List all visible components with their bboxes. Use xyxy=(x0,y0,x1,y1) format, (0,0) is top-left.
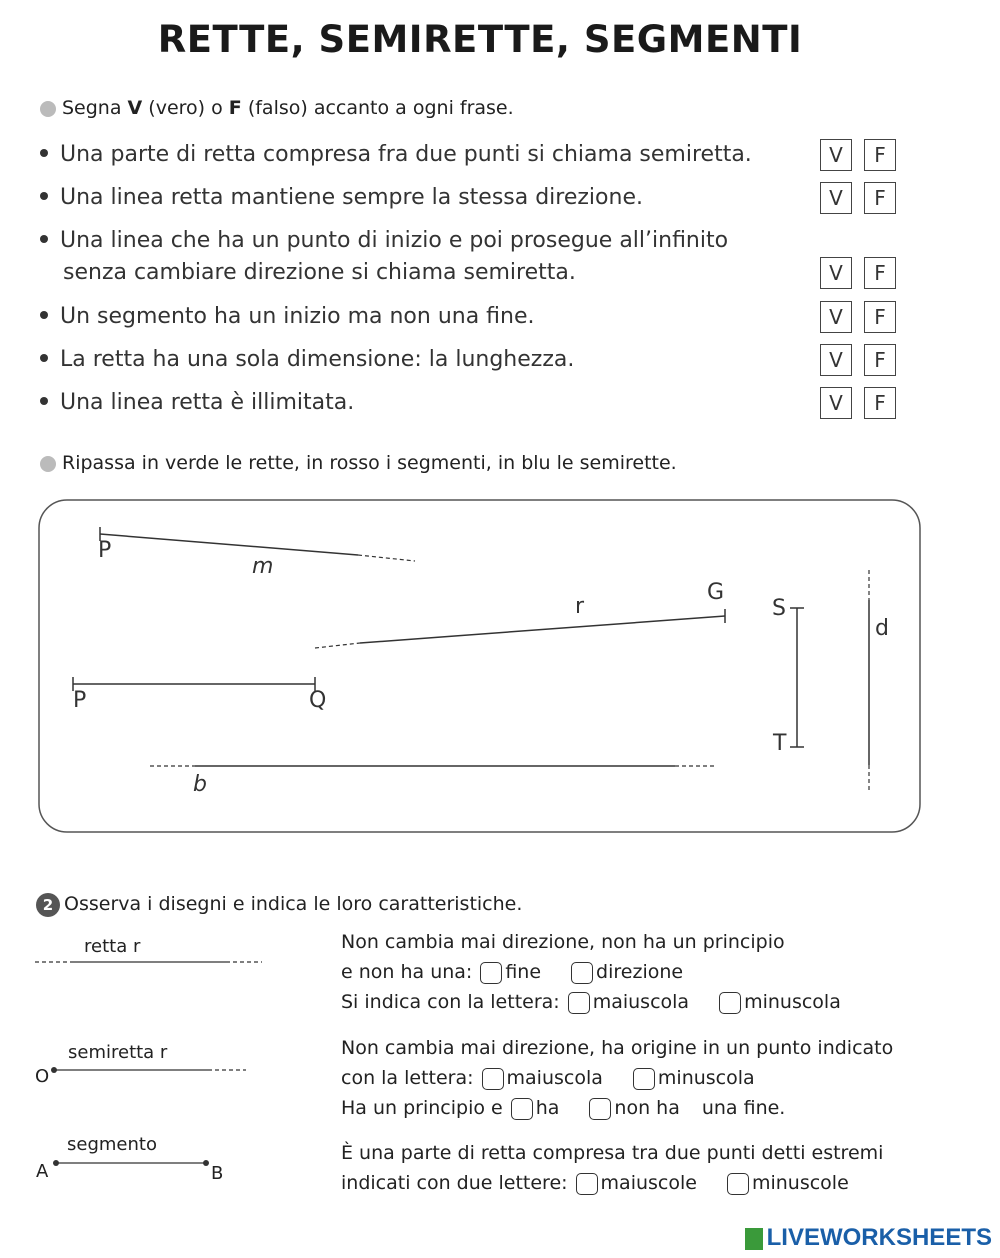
checkbox-direzione[interactable] xyxy=(571,962,593,984)
semiretta-line2-text: con la lettera: xyxy=(341,1067,474,1089)
v-box[interactable]: V xyxy=(820,301,852,333)
exercise-number-badge: 2 xyxy=(36,893,60,917)
label-b: b xyxy=(193,772,207,797)
segmento-line2 xyxy=(341,1168,883,1198)
instr-v: V xyxy=(127,97,143,119)
checkbox-fine[interactable] xyxy=(480,962,502,984)
brand-icon xyxy=(745,1228,763,1250)
retta-line2-text: e non ha una: xyxy=(341,961,473,983)
label-s: S xyxy=(772,596,786,621)
label-r: r xyxy=(575,594,585,619)
segment-label-a: A xyxy=(36,1161,49,1182)
instr-text: Segna xyxy=(62,97,128,119)
label-g: G xyxy=(707,580,725,605)
f-box[interactable]: F xyxy=(864,257,896,289)
segmento-line2-text: indicati con due lettere: xyxy=(341,1172,568,1194)
brand-logo xyxy=(745,1224,992,1252)
statement-continued: senza cambiare direzione si chiama semiretta. xyxy=(63,260,576,285)
statement-text: Una linea che ha un punto di inizio e poi prosegue all’infinito xyxy=(60,228,729,253)
statement-text: Una linea retta è illimitata. xyxy=(60,390,355,415)
segmento-line1: È una parte di retta compresa tra due punti detti estremi xyxy=(341,1142,884,1164)
semiretta-description xyxy=(341,1033,893,1123)
label-p: P xyxy=(98,538,112,563)
label-p2: P xyxy=(73,688,87,713)
semiretta-label: semiretta r xyxy=(68,1042,168,1063)
instr-text: (vero) o xyxy=(142,97,229,119)
checkbox-maiuscole[interactable] xyxy=(576,1173,598,1195)
f-box[interactable]: F xyxy=(864,387,896,419)
exercise2-instruction-text: Osserva i disegni e indica le loro caratteristiche. xyxy=(64,893,523,915)
v-box[interactable]: V xyxy=(820,257,852,289)
segment-label-b: B xyxy=(211,1163,224,1184)
segmento-description xyxy=(341,1138,883,1198)
option-maiuscole: maiuscole xyxy=(600,1172,697,1194)
retta-line2 xyxy=(341,957,841,987)
v-box[interactable]: V xyxy=(820,387,852,419)
checkbox-non-ha[interactable] xyxy=(589,1098,611,1120)
v-box[interactable]: V xyxy=(820,139,852,171)
semiretta-line2 xyxy=(341,1063,893,1093)
retta-line3 xyxy=(341,987,841,1017)
statement-text: La retta ha una sola dimensione: la lunghezza. xyxy=(60,347,575,372)
semiretta-line3-end: una fine. xyxy=(701,1097,786,1119)
option-fine: fine xyxy=(505,961,542,983)
instr-text: (falso) accanto a ogni frase. xyxy=(241,97,514,119)
exercise2-drawings xyxy=(0,0,340,1258)
semiretta-line1: Non cambia mai direzione, ha origine in un punto indicato xyxy=(341,1037,894,1059)
checkbox-minuscola[interactable] xyxy=(719,992,741,1014)
retta-line3-text: Si indica con la lettera: xyxy=(341,991,560,1013)
semiretta-m-extension xyxy=(358,555,415,561)
f-box[interactable]: F xyxy=(864,139,896,171)
option-maiuscola: maiuscola xyxy=(506,1067,603,1089)
instr-f: F xyxy=(228,97,242,119)
checkbox-ha[interactable] xyxy=(511,1098,533,1120)
statement-text: Un segmento ha un inizio ma non una fine. xyxy=(60,304,535,329)
option-minuscola: minuscola xyxy=(657,1067,755,1089)
retta-line1: Non cambia mai direzione, non ha un principio xyxy=(341,931,785,953)
label-m: m xyxy=(252,554,274,579)
semiretta-r[interactable] xyxy=(360,616,725,643)
label-q: Q xyxy=(309,688,327,713)
f-box[interactable]: F xyxy=(864,301,896,333)
retta-label: retta r xyxy=(84,936,141,957)
option-minuscola: minuscola xyxy=(744,991,841,1013)
brand-text: LIVEWORKSHEETS xyxy=(766,1224,992,1251)
checkbox-minuscola[interactable] xyxy=(633,1068,655,1090)
page-title: RETTE, SEMIRETTE, SEGMENTI xyxy=(157,18,803,61)
option-direzione: direzione xyxy=(596,961,684,983)
f-box[interactable]: F xyxy=(864,344,896,376)
f-box[interactable]: F xyxy=(864,182,896,214)
semiretta-origin-label: O xyxy=(35,1066,50,1087)
semiretta-line3-text: Ha un principio e xyxy=(341,1097,503,1119)
label-d: d xyxy=(875,616,889,641)
v-box[interactable]: V xyxy=(820,182,852,214)
trace-instruction-text: Ripassa in verde le rette, in rosso i segmenti, in blu le semirette. xyxy=(62,452,677,474)
statement-text: Una parte di retta compresa fra due punti si chiama semiretta. xyxy=(60,142,752,167)
retta-description xyxy=(341,927,841,1017)
label-t: T xyxy=(773,731,787,756)
option-non-ha: non ha xyxy=(614,1097,680,1119)
option-maiuscola: maiuscola xyxy=(592,991,690,1013)
option-minuscole: minuscole xyxy=(751,1172,849,1194)
checkbox-maiuscola[interactable] xyxy=(568,992,590,1014)
option-ha: ha xyxy=(535,1097,560,1119)
semiretta-line3 xyxy=(341,1093,893,1123)
segmento-label: segmento xyxy=(67,1134,157,1155)
checkbox-maiuscola[interactable] xyxy=(482,1068,504,1090)
v-box[interactable]: V xyxy=(820,344,852,376)
statement-text: Una linea retta mantiene sempre la stessa direzione. xyxy=(60,185,643,210)
checkbox-minuscole[interactable] xyxy=(727,1173,749,1195)
